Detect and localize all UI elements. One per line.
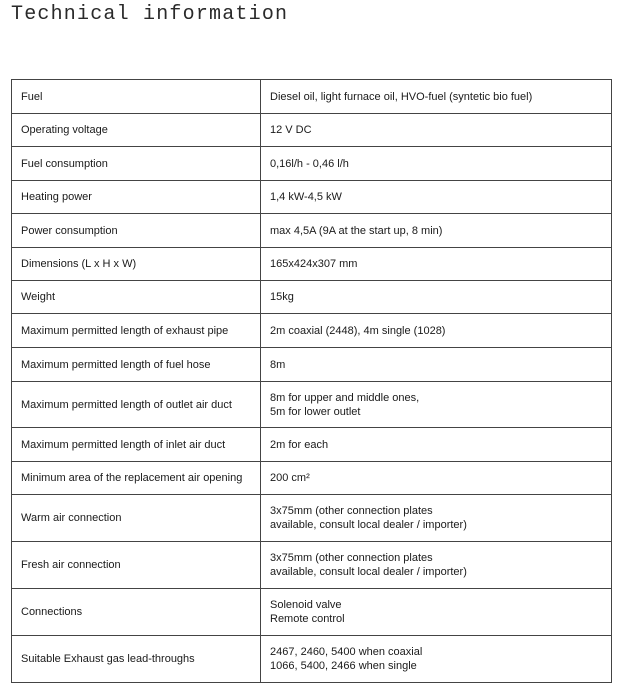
spec-value-line: 200 cm²	[270, 472, 310, 484]
spec-value	[261, 428, 612, 462]
spec-label: Dimensions (L x H x W)	[12, 248, 261, 281]
table-row	[12, 542, 612, 589]
table-row	[12, 214, 612, 248]
spec-label: Maximum permitted length of exhaust pipe	[12, 314, 261, 348]
page-title: Technical information	[11, 3, 289, 26]
spec-label: Maximum permitted length of outlet air duct	[12, 382, 261, 428]
spec-value	[261, 147, 612, 181]
spec-value-line: 2467, 2460, 5400 when coaxial	[270, 646, 423, 658]
spec-value-line: 12 V DC	[270, 124, 312, 136]
spec-label: Heating power	[12, 181, 261, 214]
spec-value	[261, 382, 612, 428]
spec-label: Operating voltage	[12, 114, 261, 147]
spec-label: Fuel consumption	[12, 147, 261, 181]
spec-label: Minimum area of the replacement air opening	[12, 462, 261, 495]
spec-value-line: 8m for upper and middle ones,	[270, 391, 420, 404]
spec-value-line: 165x424x307 mm	[270, 258, 358, 270]
spec-label: Weight	[12, 281, 261, 314]
spec-value-line: 2m for each	[270, 438, 329, 451]
spec-label: Suitable Exhaust gas lead-throughs	[12, 636, 261, 683]
spec-value	[261, 314, 612, 348]
table-row	[12, 147, 612, 181]
spec-label: Connections	[12, 589, 261, 636]
spec-value-line: 2m coaxial (2448), 4m single (1028)	[270, 324, 446, 337]
spec-value-line: Solenoid valve	[270, 599, 342, 611]
spec-value-line: 1,4 kW-4,5 kW	[270, 191, 342, 203]
spec-value-line: available, consult local dealer / importer)	[270, 519, 467, 531]
table-row	[12, 181, 612, 214]
table-row	[12, 248, 612, 281]
spec-value-line: 8m	[270, 358, 286, 371]
spec-label: Warm air connection	[12, 495, 261, 542]
spec-value	[261, 80, 612, 114]
spec-value	[261, 636, 612, 683]
spec-value	[261, 589, 612, 636]
spec-value-line: 0,16l/h - 0,46 l/h	[270, 157, 349, 170]
spec-value-line: 15kg	[270, 291, 294, 303]
table-row	[12, 495, 612, 542]
spec-value	[261, 348, 612, 382]
spec-label: Maximum permitted length of inlet air duct	[12, 428, 261, 462]
spec-value-line: 3x75mm (other connection plates	[270, 505, 433, 517]
table-row	[12, 462, 612, 495]
spec-value-line: available, consult local dealer / importer)	[270, 566, 467, 578]
spec-value-line: Remote control	[270, 613, 345, 625]
technical-info-table	[11, 79, 612, 683]
table-row	[12, 348, 612, 382]
table-row	[12, 80, 612, 114]
table-row	[12, 114, 612, 147]
table-row	[12, 636, 612, 683]
spec-label: Maximum permitted length of fuel hose	[12, 348, 261, 382]
table-row	[12, 589, 612, 636]
spec-value	[261, 495, 612, 542]
spec-value	[261, 542, 612, 589]
spec-value-line: 5m for lower outlet	[270, 405, 361, 418]
spec-label: Power consumption	[12, 214, 261, 248]
spec-value-line: Diesel oil, light furnace oil, HVO-fuel (syntetic bio fuel)	[270, 90, 533, 103]
table-row	[12, 428, 612, 462]
table-row	[12, 281, 612, 314]
spec-value	[261, 114, 612, 147]
table-row	[12, 382, 612, 428]
table-row	[12, 314, 612, 348]
spec-value	[261, 462, 612, 495]
spec-value-line: max 4,5A (9A at the start up, 8 min)	[270, 224, 443, 237]
spec-value-line: 3x75mm (other connection plates	[270, 552, 433, 564]
spec-value	[261, 214, 612, 248]
spec-value-line: 1066, 5400, 2466 when single	[270, 660, 417, 672]
spec-label: Fresh air connection	[12, 542, 261, 589]
spec-label: Fuel	[12, 80, 261, 114]
spec-value	[261, 181, 612, 214]
spec-value	[261, 248, 612, 281]
spec-value	[261, 281, 612, 314]
